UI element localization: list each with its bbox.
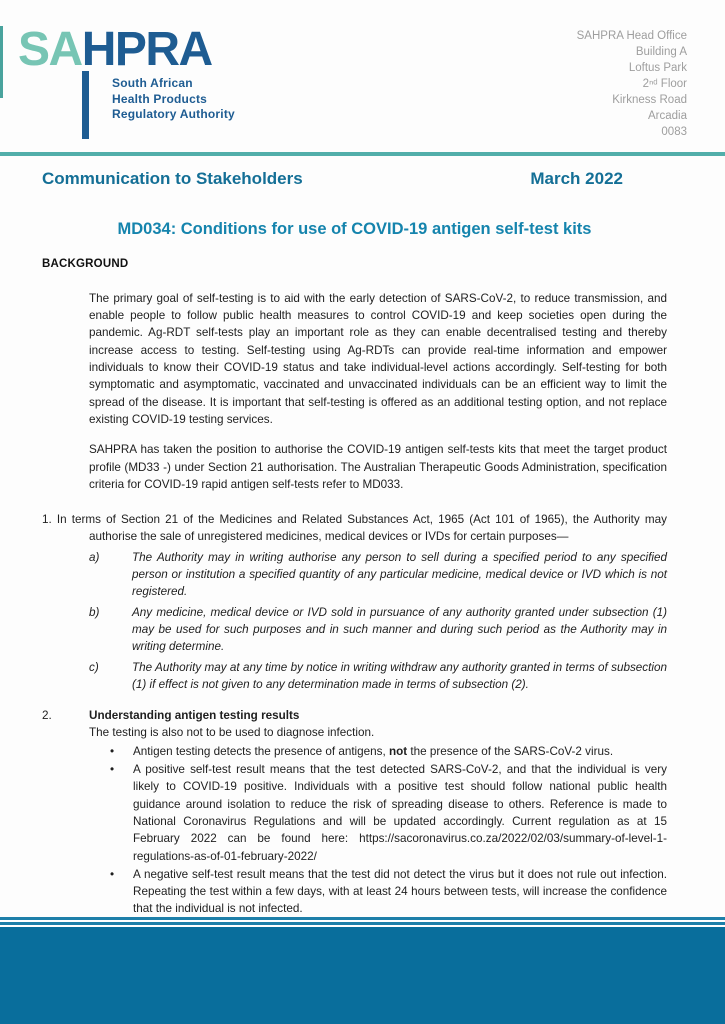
document-body <box>42 170 667 918</box>
bullet-1-pre: Antigen testing detects the presence of antigens, <box>133 744 389 758</box>
bullet-3-text: A negative self-test result means that the test did not detect the virus but it does not rule out infection. Repeating the test within a few days, with at least 24 hours between tests, will increase the confidence that the individual is not infected. <box>133 867 667 916</box>
logo-descender-bar <box>82 71 89 139</box>
address-line: Kirkness Road <box>612 94 687 106</box>
sahpra-logo <box>18 23 235 121</box>
logo-text-hpra: HPRA <box>81 23 212 76</box>
subitem-a-label: a) <box>89 550 100 564</box>
bullet-item-1 <box>89 743 667 760</box>
address-line: 0083 <box>661 126 687 138</box>
address-line: Building A <box>635 46 687 58</box>
address-line: 2ⁿᵈ Floor <box>642 78 687 90</box>
logo-text-sa: SA <box>18 23 82 76</box>
bullet-marker: • <box>110 744 115 758</box>
bullet-marker: • <box>110 763 115 777</box>
subitem-a <box>89 549 667 601</box>
address-line: Arcadia <box>648 110 687 122</box>
address-line: SAHPRA Head Office <box>576 30 687 42</box>
numbered-item-2 <box>42 707 667 918</box>
tagline-line-1: South African <box>112 76 193 90</box>
bullet-1-text <box>133 743 667 760</box>
item-2-intro: The testing is also not to be used to diagnose infection. <box>89 726 375 740</box>
subitem-a-text: The Authority may in writing authorise any person to sell during a specified period to any specified person or institution a specified quantity of any particular medicine, medical device or IVD which is not registered. <box>132 550 667 599</box>
bullet-1-bold: not <box>389 744 408 758</box>
background-heading: BACKGROUND <box>42 257 129 270</box>
bullet-item-2 <box>89 761 667 865</box>
address-line: Loftus Park <box>628 62 687 74</box>
item-2-heading: Understanding antigen testing results <box>89 709 300 723</box>
item-2-body <box>89 707 667 918</box>
background-paragraph-1: The primary goal of self-testing is to aid with the early detection of SARS-CoV-2, to reduce transmission, and enable people to follow public health measures to control COVID-19 and keep societies open during the pandemic. Ag-RDT self-tests play an important role as they can enable decentralised testing and thereby increase access to testing. Self-testing using Ag-RDTs can provide real-time information and empower individuals to know their COVID-19 status and take individual-level actions accordingly. Self-testing for both symptomatic and asymptomatic, vaccinated and unvaccinated individuals can be an efficient way to limit the spread of the disease. It is important that self-testing is offered as an additional testing option, and not replace existing COVID-19 testing services. <box>89 291 667 426</box>
communication-header-row <box>42 170 667 187</box>
address-block <box>577 28 687 140</box>
background-paragraph-2: SAHPRA has taken the position to authorise the COVID-19 antigen self-tests kits that meet the target product profile (MD33 -) under Section 21 authorisation. The Australian Therapeutic Goods Administration, specification criteria for COVID-19 rapid antigen self-tests refer to MD033. <box>89 443 667 491</box>
communication-date: March 2022 <box>530 169 623 188</box>
subitem-b-text: Any medicine, medical device or IVD sold in pursuance of any authority granted under subsection (1) may be used for such purposes and in such manner and during such period as the Authority may in writing determine. <box>132 605 667 654</box>
subitem-c <box>89 659 667 694</box>
subitem-c-text: The Authority may at any time by notice in writing withdraw any authority granted in terms of subsection (1) if effect is not given to any determination made in terms of subsection (2). <box>132 660 667 691</box>
tagline-line-2: Health Products <box>112 91 208 106</box>
subitem-b-label: b) <box>89 605 100 619</box>
bullet-2-text: A positive self-test result means that the test detected SARS-CoV-2, and that the individual is very likely to COVID-19 positive. Individuals with a positive test should follow national public health guidance around isolation to reduce the risk of spreading disease to others. Reference is made to National Coronavirus Regulations and will be updated accordingly. Current regulation as at 15 February 2022 can be found here: https://sacoronavirus.co.za/2022/02/03/summary-of-level-1-regulations-as-of-01-february-2022/ <box>133 763 667 863</box>
logo-tagline <box>112 76 235 123</box>
subitem-c-label: c) <box>89 660 99 674</box>
subitem-b <box>89 604 667 656</box>
footer-band <box>0 927 725 1024</box>
header-divider <box>0 152 725 156</box>
document-title: MD034: Conditions for use of COVID-19 antigen self-test kits <box>117 220 592 239</box>
tagline-line-3: Regulatory Authority <box>112 107 235 121</box>
bullet-item-3 <box>89 866 667 918</box>
logo-wordmark <box>18 23 212 76</box>
communication-heading: Communication to Stakeholders <box>42 169 303 188</box>
bullet-1-post: the presence of the SARS-CoV-2 virus. <box>407 744 614 758</box>
page-edge-accent <box>0 26 3 98</box>
numbered-item-1: 1. In terms of Section 21 of the Medicines and Related Substances Act, 1965 (Act 101 of 1965), the Authority may authorise the sale of unregistered medicines, medical devices or IVDs for certain purposes— <box>42 513 667 544</box>
page-footer <box>0 917 725 1024</box>
bullet-marker: • <box>110 867 115 881</box>
item-2-number: 2. <box>42 709 52 723</box>
